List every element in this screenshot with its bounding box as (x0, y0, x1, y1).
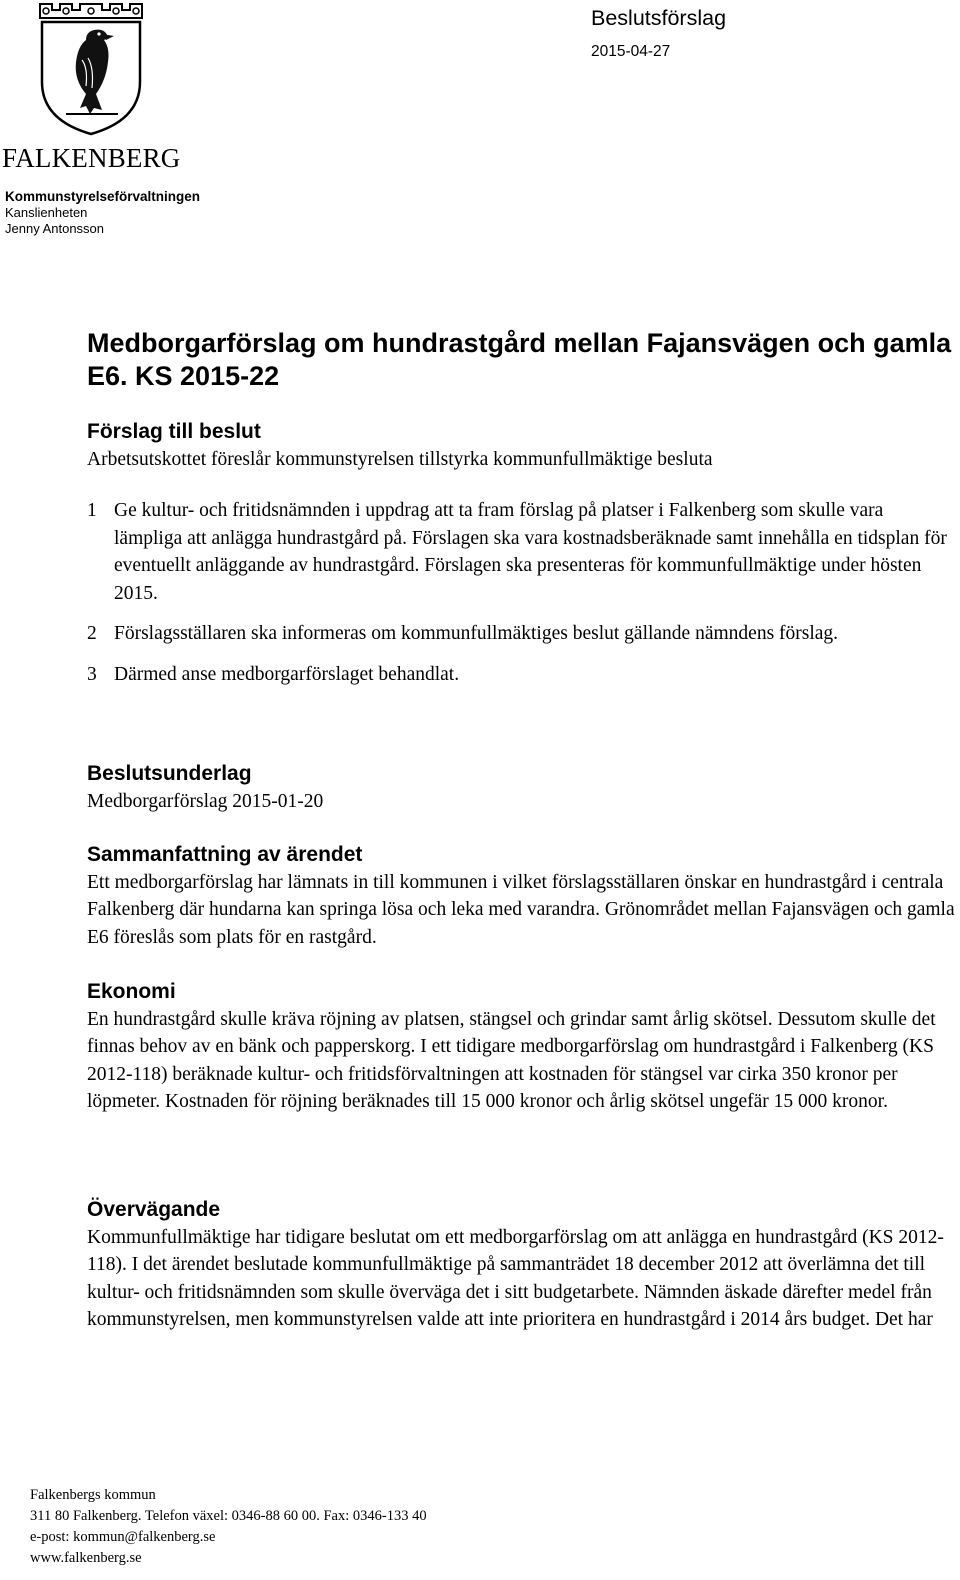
footer-address: 311 80 Falkenberg. Telefon växel: 0346-88 60 00. Fax: 0346-133 40 (30, 1508, 427, 1524)
list-item-text: Därmed anse medborgarförslaget behandlat. (114, 663, 460, 685)
summary-heading: Sammanfattning av ärendet (87, 843, 363, 866)
economy-text: En hundrastgård skulle kräva röjning av platsen, stängsel och grindar samt årlig skötsel. Dessutom skulle det finnas behov av en bänk och papperskorg. I ett tidigare medborgarförslag om hundrastgård i Falkenberg (KS 2012-118) beräknade kultur- och fritidsförvaltningen att kostnaden för stängsel var cirka 350 kronor per löpmeter. Kostnaden för röjning beräknades till 15 000 kronor och årlig skötsel ungefär 15 000 kronor. (87, 1009, 936, 1112)
list-item (87, 497, 955, 607)
basis-text: Medborgarförslag 2015-01-20 (87, 791, 324, 812)
consideration-text: Kommunfullmäktige har tidigare beslutat om ett medborgarförslag om att anlägga en hundrastgård (KS 2012-118). I det ärendet beslutade kommunfullmäktige på sammanträdet 18 december 2012 att överlämna det till kultur- och fritidsnämnden som skulle överväga det i sitt budgetarbete. Nämnden äskade därefter medel från kommunstyrelsen, men kommunstyrelsen valde att inte prioritera en hundrastgård i 2014 års budget. Det har (87, 1227, 944, 1330)
economy-heading: Ekonomi (87, 980, 176, 1003)
proposal-intro: Arbetsutskottet föreslår kommunstyrelsen tillstyrka kommunfullmäktige besluta (87, 449, 713, 470)
page-title: Medborgarförslag om hundrastgård mellan Fajansvägen och gamla E6. KS 2015-22 (87, 328, 952, 391)
list-item-number: 3 (87, 663, 97, 685)
sender-block (5, 189, 200, 237)
logo-wordmark: FALKENBERG (2, 143, 181, 173)
basis-heading: Beslutsunderlag (87, 762, 252, 785)
department-name: Kommunstyrelseförvaltningen (5, 189, 201, 204)
proposal-heading: Förslag till beslut (87, 420, 261, 443)
economy-section (87, 978, 955, 1115)
document-type: Beslutsförslag (591, 6, 727, 30)
falkenberg-coat-of-arms-logo (36, 2, 146, 136)
basis-section (87, 760, 955, 815)
footer-web: www.falkenberg.se (30, 1550, 142, 1566)
list-item-number: 2 (87, 623, 97, 644)
consideration-section (87, 1196, 955, 1333)
summary-section (87, 841, 955, 951)
consideration-heading: Övervägande (87, 1198, 221, 1221)
list-item-text: Förslagsställaren ska informeras om kommunfullmäktiges beslut gällande nämndens förslag. (114, 623, 839, 644)
list-item-text: Ge kultur- och fritidsnämnden i uppdrag att ta fram förslag på platser i Falkenberg som skulle vara lämpliga att anlägga hundrastgård på. Förslagen ska vara kostnadsberäknade samt innehålla en tidsplan för eventuellt anläggande av hundrastgård. Förslagen ska presenteras för kommunfullmäktige under hösten 2015. (114, 500, 947, 604)
unit-name: Kanslienheten (5, 205, 88, 220)
document-date: 2015-04-27 (591, 43, 671, 60)
decision-list (87, 497, 955, 701)
footer-org: Falkenbergs kommun (30, 1487, 156, 1503)
footer-email: e-post: kommun@falkenberg.se (30, 1529, 216, 1545)
list-item (87, 661, 955, 689)
author-name: Jenny Antonsson (5, 221, 105, 236)
proposal-section (87, 418, 955, 473)
summary-text: Ett medborgarförslag har lämnats in till kommunen i vilket förslagsställaren önskar en hundrastgård i centrala Falkenberg där hundarna kan springa lösa och leka med varandra. Grönområdet mellan Fajansvägen och gamla E6 föreslås som plats för en rastgård. (87, 872, 955, 948)
footer (30, 1485, 630, 1569)
list-item-number: 1 (87, 500, 97, 521)
list-item (87, 620, 955, 648)
